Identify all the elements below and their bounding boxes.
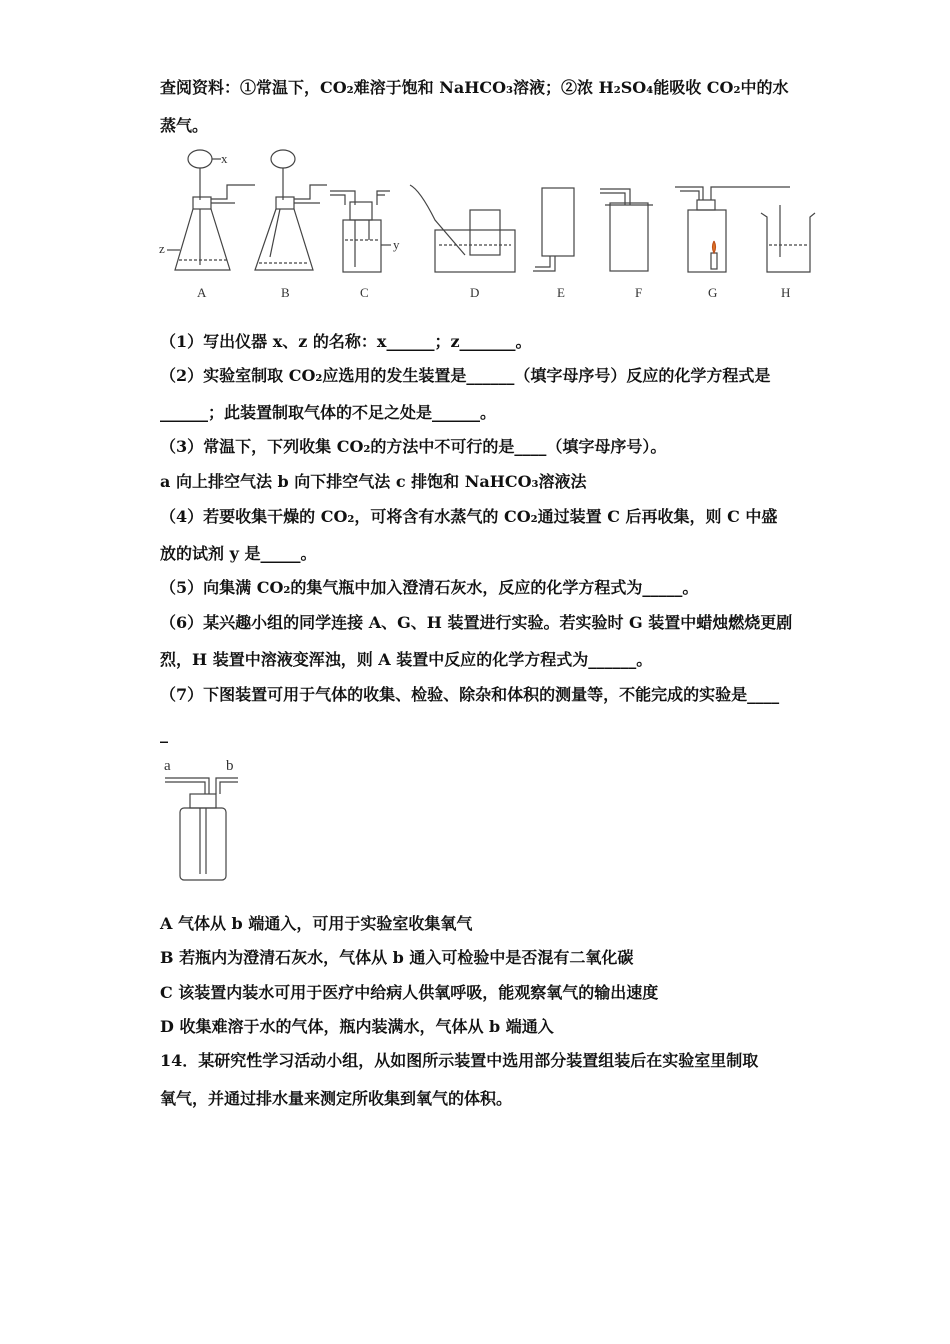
apparatus-d [410,185,515,272]
apparatus-e [533,188,574,271]
q6-line-1: （6）某兴趣小组的同学连接 A、G、H 装置进行实验。若实验时 G 装置中蜡烛燃烧更剧 [160,613,793,632]
label-g: G [708,285,718,300]
q2-line-1: （2）实验室制取 CO₂应选用的发生装置是______（填字母序号）反应的化学方程式是 [160,366,771,385]
intro-line-1: 查阅资料：①常温下，CO₂难溶于饱和 NaHCO₃溶液；②浓 H₂SO₄能吸收 CO₂中的水 [160,78,789,97]
label-d: D [470,285,480,300]
label-f: F [635,285,643,300]
q3-options: a 向上排空气法 b 向下排空气法 c 排饱和 NaHCO₃溶液法 [160,472,587,491]
q2-line-2: ______；此装置制取气体的不足之处是______。 [160,403,497,422]
option-d: D 收集难溶于水的气体，瓶内装满水，气体从 b 端通入 [160,1017,554,1036]
label-e: E [557,285,565,300]
label-b: B [281,285,290,300]
label-h: H [781,285,791,300]
q7-line-1: （7）下图装置可用于气体的收集、检验、除杂和体积的测量等，不能完成的实验是____ [160,685,780,704]
apparatus-f [600,189,653,271]
problem14-line-1: 14．某研究性学习活动小组，从如图所示装置中选用部分装置组装后在实验室里制取 [160,1051,759,1070]
marker-z: z [159,241,165,256]
q3: （3）常温下，下列收集 CO₂的方法中不可行的是____（填字母序号）。 [160,437,667,456]
option-a: A 气体从 b 端通入，可用于实验室收集氧气 [160,914,473,933]
q5: （5）向集满 CO₂的集气瓶中加入澄清石灰水，反应的化学方程式为_____。 [160,578,699,597]
gas-bottle-figure [160,752,250,887]
label-c: C [360,285,369,300]
marker-y: y [393,237,400,252]
q4-line-2: 放的试剂 y 是_____。 [160,544,317,563]
intro-line-2: 蒸气。 [160,116,209,135]
port-a-label: a [164,758,171,774]
apparatus-g [675,187,790,272]
option-b: B 若瓶内为澄清石灰水，气体从 b 通入可检验中是否混有二氧化碳 [160,948,634,967]
q1: （1）写出仪器 x、z 的名称：x______；z_______。 [160,332,532,351]
option-c: C 该装置内装水可用于医疗中给病人供氧呼吸，能观察氧气的输出速度 [160,983,659,1002]
marker-x: x [221,151,228,166]
apparatus-h [761,205,815,272]
port-b-label: b [226,758,234,774]
problem14-line-2: 氧气，并通过排水量来测定所收集到氧气的体积。 [160,1089,513,1108]
q4-line-1: （4）若要收集干燥的 CO₂，可将含有水蒸气的 CO₂通过装置 C 后再收集，则 C 中盛 [160,507,778,526]
q6-line-2: 烈，H 装置中溶液变浑浊，则 A 装置中反应的化学方程式为______。 [160,650,653,669]
label-a: A [197,285,207,300]
apparatus-figure [155,145,825,310]
apparatus-c [330,191,391,272]
q7-line-2: _ [160,724,168,743]
apparatus-a [167,150,255,270]
apparatus-b [255,150,327,270]
